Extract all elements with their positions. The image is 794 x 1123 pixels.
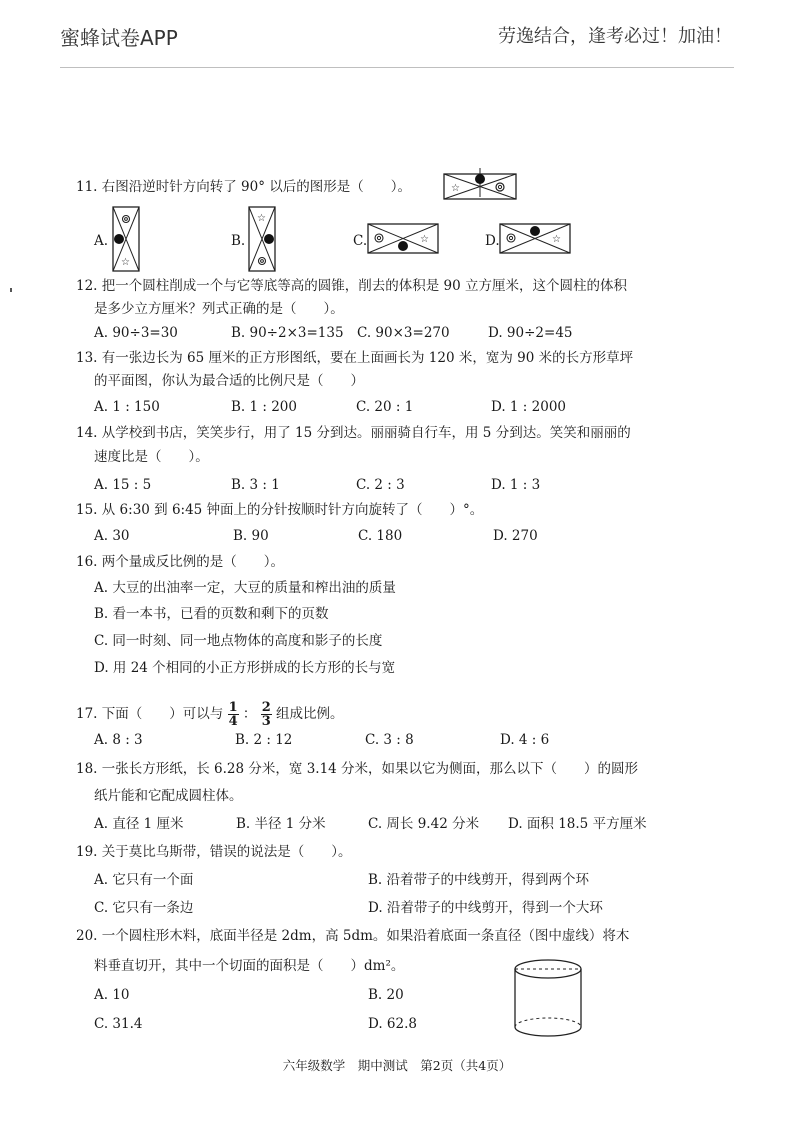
svg-text:☆: ☆ xyxy=(121,257,130,268)
q12-option-a: A. 90÷3=30 xyxy=(94,325,178,341)
q17-option-b: B. 2 : 12 xyxy=(235,732,293,748)
q13-option-d: D. 1 : 2000 xyxy=(491,399,567,415)
q11-option-b-label: B. xyxy=(231,233,246,249)
svg-text:☆: ☆ xyxy=(420,234,429,245)
q18-option-a: A. 直径 1 厘米 xyxy=(94,816,184,832)
q18-option-c: C. 周长 9.42 分米 xyxy=(368,816,480,832)
q16-option-a: A. 大豆的出油率一定，大豆的质量和榨出油的质量 xyxy=(94,580,396,596)
q20-line2: 料垂直切开，其中一个切面的面积是（ ）dm²。 xyxy=(94,958,405,974)
q13-line1: 13. 有一张边长为 65 厘米的正方形图纸，要在上面画长为 120 米，宽为 90 米的长方形草坪 xyxy=(76,350,634,366)
q17-prefix: 17. 下面（ ）可以与 xyxy=(76,706,224,722)
q17-option-d: D. 4 : 6 xyxy=(500,732,550,748)
q18-line2: 纸片能和它配成圆柱体。 xyxy=(94,788,243,804)
q11-option-c-figure xyxy=(367,223,439,255)
q16-option-c: C. 同一时刻、同一地点物体的高度和影子的长度 xyxy=(94,633,383,649)
q11-option-d-figure xyxy=(499,223,571,255)
q16-line1: 16. 两个量成反比例的是（ ）。 xyxy=(76,554,285,570)
q17-stem xyxy=(76,699,344,729)
q18-option-d: D. 面积 18.5 平方厘米 xyxy=(508,816,647,832)
scan-mark xyxy=(10,288,12,292)
q17-fraction-2 xyxy=(261,701,272,728)
q17-fraction-2-numerator: 2 xyxy=(261,700,271,715)
q16-option-b: B. 看一本书，已看的页数和剩下的页数 xyxy=(94,606,329,622)
cylinder-figure xyxy=(510,957,586,1041)
q13-line2: 的平面图，你认为最合适的比例尺是（ ） xyxy=(94,373,364,389)
q12-option-b: B. 90÷2×3=135 xyxy=(231,325,344,341)
svg-text:☆: ☆ xyxy=(257,213,266,224)
q11-option-c-label: C. xyxy=(353,233,368,249)
q14-option-d: D. 1 : 3 xyxy=(491,477,541,493)
q19-line1: 19. 关于莫比乌斯带，错误的说法是（ ）。 xyxy=(76,844,352,860)
q13-option-b: B. 1 : 200 xyxy=(231,399,297,415)
q17-fraction-1 xyxy=(228,701,239,728)
q18-line1: 18. 一张长方形纸，长 6.28 分米，宽 3.14 分米，如果以它为侧面，那么以下（ ）的圆形 xyxy=(76,761,639,777)
slogan: 劳逸结合，逢考必过！加油！ xyxy=(498,26,732,47)
q11-option-b-figure xyxy=(247,205,277,273)
q19-option-c: C. 它只有一条边 xyxy=(94,900,194,916)
q14-line1: 14. 从学校到书店，笑笑步行，用了 15 分到达。丽丽骑自行车，用 5 分到达。笑笑和丽丽的 xyxy=(76,425,631,441)
q17-fraction-1-numerator: 1 xyxy=(228,700,238,715)
q17-suffix: 组成比例。 xyxy=(276,706,344,722)
q19-option-a: A. 它只有一个面 xyxy=(94,872,194,888)
q19-option-b: B. 沿着带子的中线剪开，得到两个环 xyxy=(368,872,590,888)
q17-fraction-1-denominator: 4 xyxy=(228,714,238,729)
q11-reference-figure xyxy=(443,167,519,201)
q17-option-c: C. 3 : 8 xyxy=(365,732,414,748)
q11-option-a-label: A. xyxy=(94,233,109,249)
q11-option-d-label: D. xyxy=(485,233,500,249)
svg-text:☆: ☆ xyxy=(451,183,460,194)
q18-option-b: B. 半径 1 分米 xyxy=(236,816,326,832)
q17-colon: ： xyxy=(242,706,257,722)
q20-option-b: B. 20 xyxy=(368,987,404,1003)
q11-option-a-figure xyxy=(111,205,141,273)
q19-option-d: D. 沿着带子的中线剪开，得到一个大环 xyxy=(368,900,603,916)
q12-line2: 是多少立方厘米？列式正确的是（ ）。 xyxy=(94,301,344,317)
q13-option-a: A. 1 : 150 xyxy=(94,399,160,415)
q20-option-a: A. 10 xyxy=(94,987,130,1003)
q17-fraction-2-denominator: 3 xyxy=(261,714,271,729)
q13-option-c: C. 20 : 1 xyxy=(356,399,414,415)
q15-option-c: C. 180 xyxy=(358,528,403,544)
q16-option-d: D. 用 24 个相同的小正方形拼成的长方形的长与宽 xyxy=(94,660,396,676)
q17-option-a: A. 8 : 3 xyxy=(94,732,143,748)
q15-option-d: D. 270 xyxy=(493,528,538,544)
q20-option-d: D. 62.8 xyxy=(368,1016,417,1032)
q12-line1: 12. 把一个圆柱削成一个与它等底等高的圆锥，削去的体积是 90 立方厘米，这个圆柱的体积 xyxy=(76,278,628,294)
q15-option-a: A. 30 xyxy=(94,528,130,544)
svg-text:☆: ☆ xyxy=(552,234,561,245)
page-footer: 六年级数学 期中测试 第2页（共4页） xyxy=(282,1058,512,1073)
q20-line1: 20. 一个圆柱形木料，底面半径是 2dm，高 5dm。如果沿着底面一条直径（图中虚线）将木 xyxy=(76,928,630,944)
q20-option-c: C. 31.4 xyxy=(94,1016,143,1032)
brand-title: 蜜蜂试卷APP xyxy=(60,26,178,50)
q15-option-b: B. 90 xyxy=(233,528,269,544)
q14-option-b: B. 3 : 1 xyxy=(231,477,280,493)
q15-line1: 15. 从 6:30 到 6:45 钟面上的分针按顺时针方向旋转了（ ）°。 xyxy=(76,502,484,518)
q14-line2: 速度比是（ ）。 xyxy=(94,449,209,465)
q14-option-a: A. 15 : 5 xyxy=(94,477,152,493)
header-divider xyxy=(60,67,734,68)
q14-option-c: C. 2 : 3 xyxy=(356,477,405,493)
q12-option-c: C. 90×3=270 xyxy=(357,325,450,341)
q12-option-d: D. 90÷2=45 xyxy=(488,325,573,341)
q11-stem: 11. 右图沿逆时针方向转了 90° 以后的图形是（ ）。 xyxy=(76,179,412,195)
